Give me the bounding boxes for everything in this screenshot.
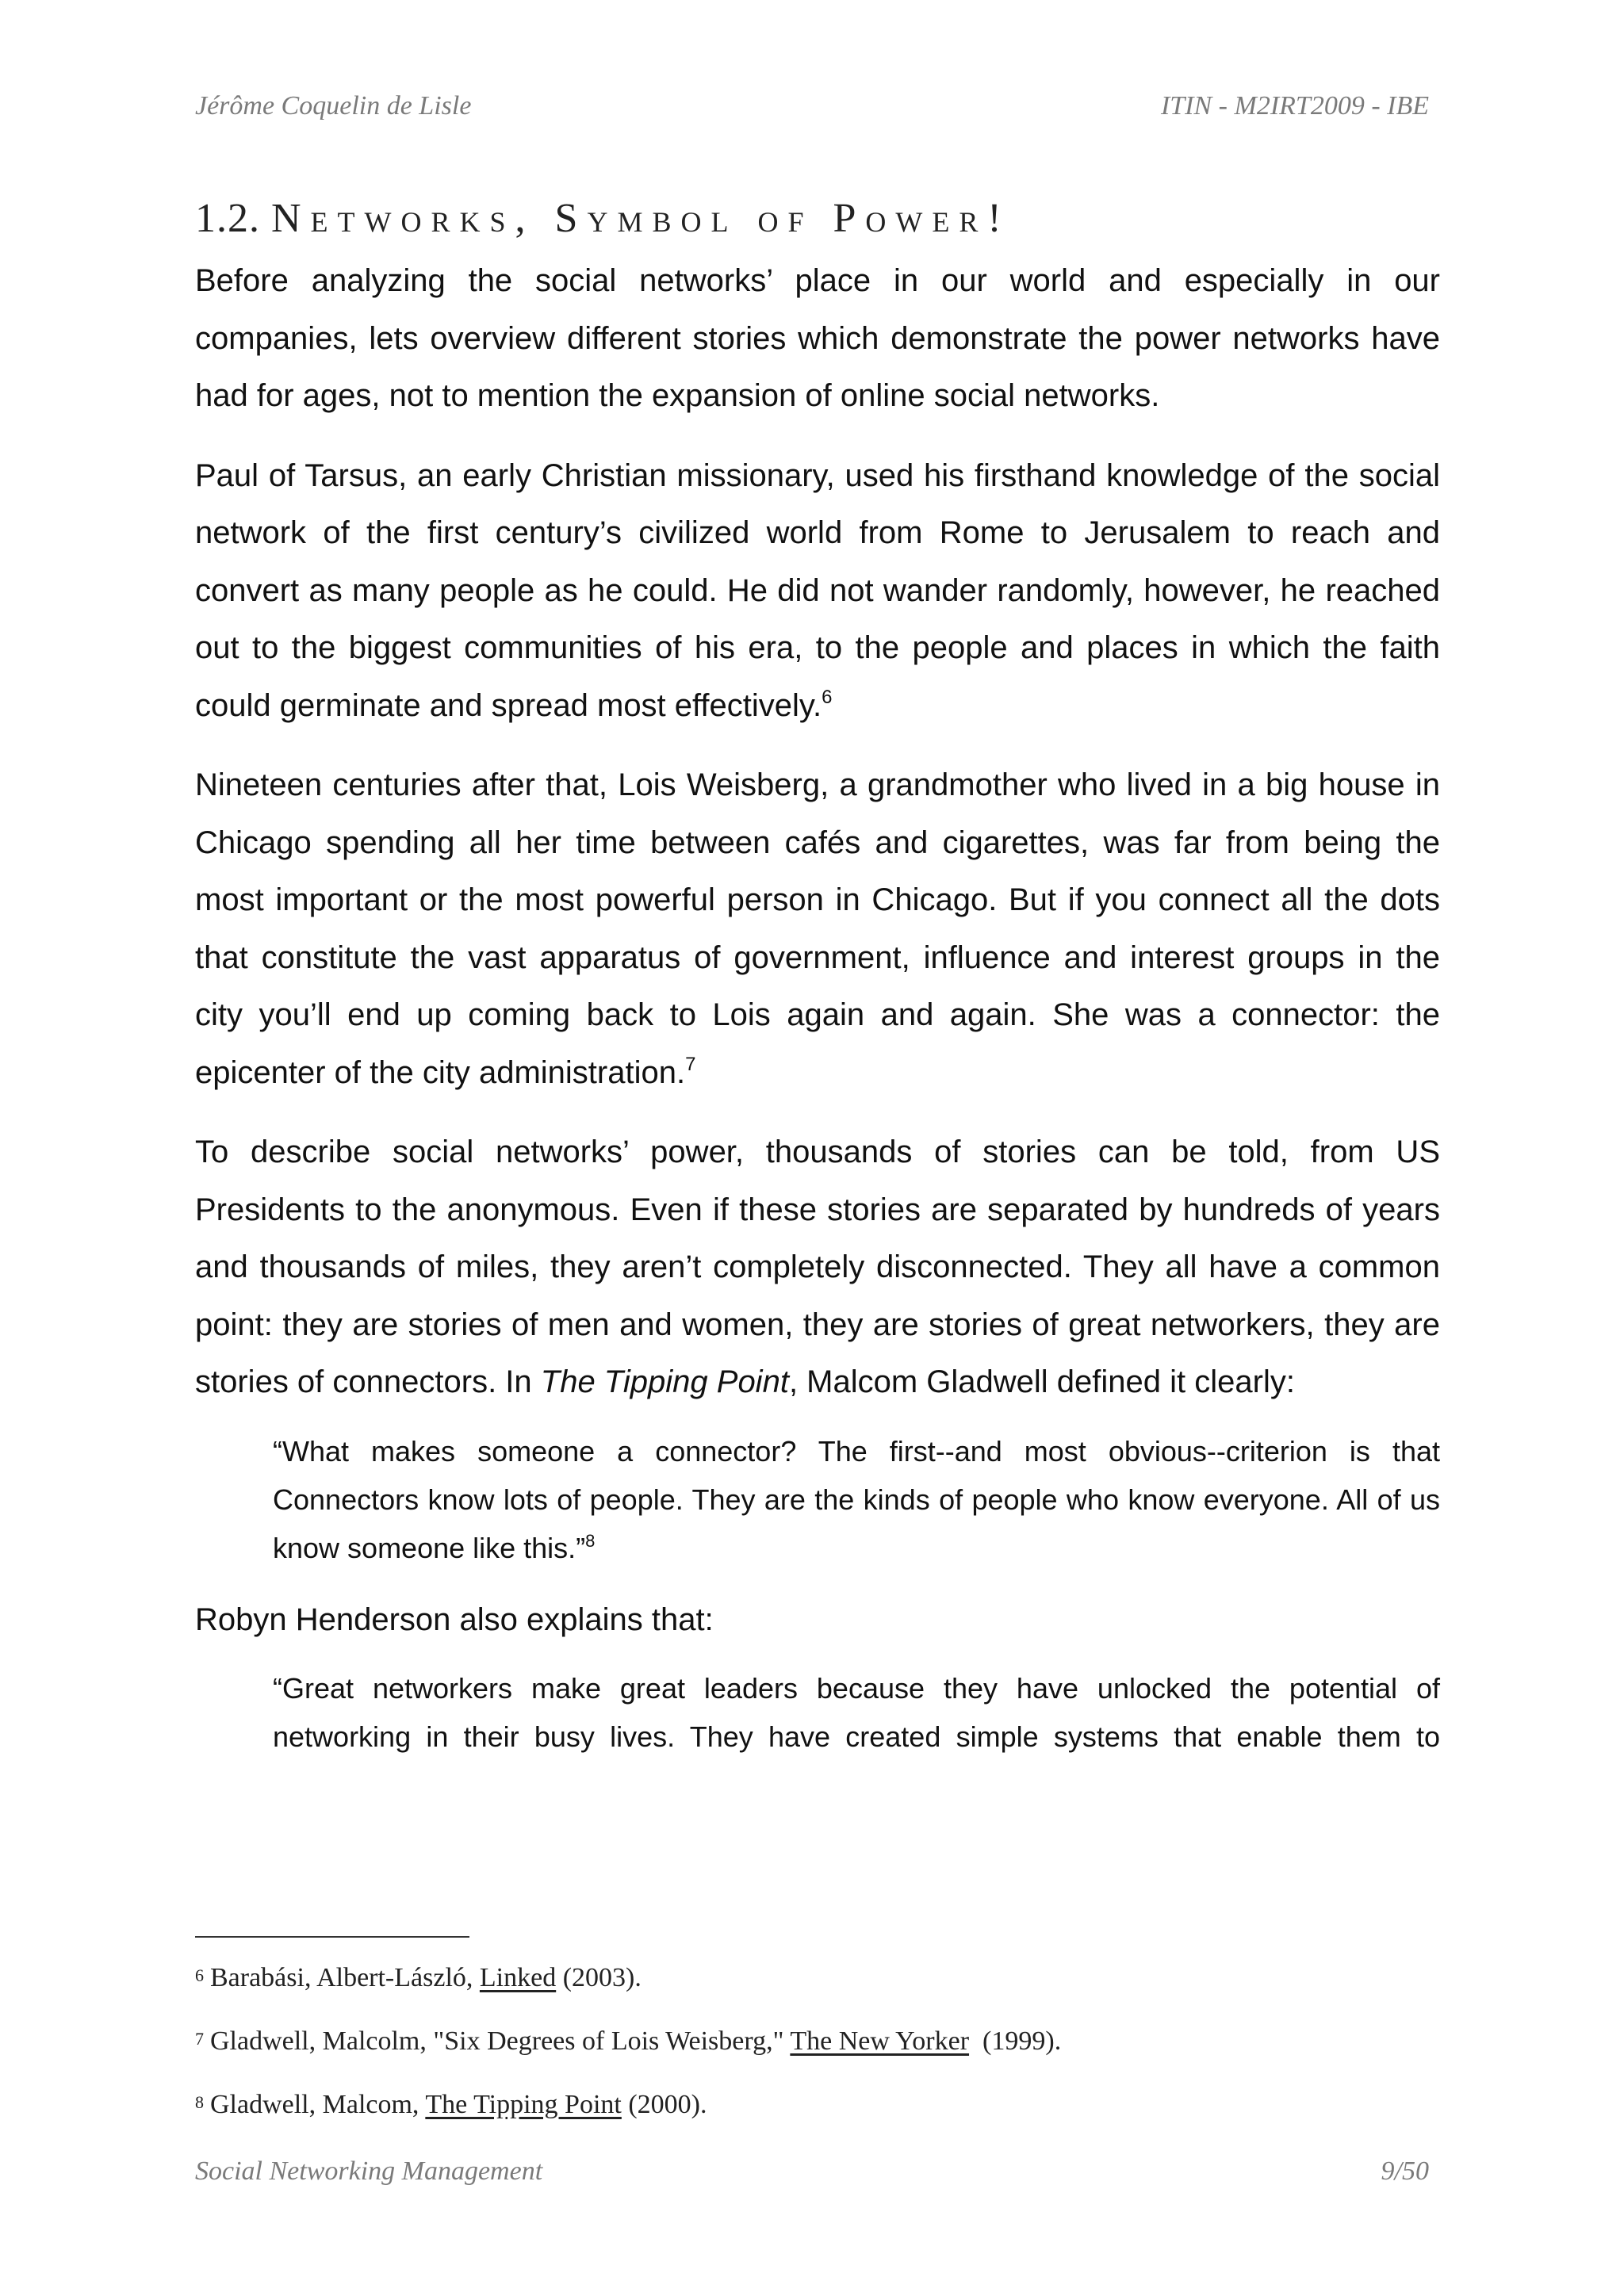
paragraph-text: To describe social networks’ power, thousands of stories can be told, from US Presidents to the anonymous. Even if these stories are separated by hundreds of years and thousands of miles, they aren’t completely disconnected. They all have a common point: they are stories of men and women, they are stories of great networkers, they are stories of connectors. In — [195, 1135, 1440, 1399]
header-author: Jérôme Coquelin de Lisle — [195, 91, 472, 121]
paragraph — [195, 756, 1440, 1101]
running-footer — [195, 2156, 1429, 2187]
footnote-divider — [195, 1936, 469, 1938]
footnote-number: 7 — [195, 2029, 204, 2049]
footnote-ref: 7 — [685, 1053, 696, 1075]
footnote-number: 8 — [195, 2092, 204, 2112]
footnote — [195, 2079, 1440, 2142]
book-title: The Tipping Point — [540, 1364, 789, 1399]
page-number: 9/50 — [1381, 2156, 1429, 2186]
footnote-text: Gladwell, Malcolm, "Six Degrees of Lois Weisberg," — [210, 2026, 791, 2056]
footnote-text: (1999). — [969, 2026, 1062, 2056]
block-quote — [273, 1664, 1440, 1761]
footnote-text: Barabási, Albert-László, — [210, 1963, 480, 1992]
paragraph — [195, 447, 1440, 735]
footnote-source-title: The Tipping Point — [425, 2090, 622, 2119]
footnote — [195, 1952, 1440, 2015]
section-title: Networks, Symbol of Power! — [271, 196, 1011, 241]
block-quote — [273, 1427, 1440, 1572]
footnote-source-title: Linked — [479, 1963, 557, 1992]
footnote-text: (2000). — [621, 2090, 707, 2119]
paragraph — [195, 1591, 1440, 1649]
paragraph-text: Before analyzing the social networks’ place in our world and especially in our companies, lets overview different stories which demonstrate the power networks have had for ages, not to mention the expansion of online social networks. — [195, 263, 1440, 413]
footnote-text: Gladwell, Malcom, — [210, 2090, 426, 2119]
paragraph — [195, 252, 1440, 425]
quote-text: “What makes someone a connector? The first--and most obvious--criterion is that Connectors know lots of people. They are the kinds of people who know everyone. All of us know someone like this.” — [273, 1434, 1440, 1564]
footnote-ref: 6 — [822, 686, 833, 708]
body-text — [195, 252, 1440, 1780]
section-number: 1.2. — [195, 196, 260, 241]
paragraph — [195, 1123, 1440, 1411]
paragraph-text: , Malcom Gladwell defined it clearly: — [788, 1364, 1295, 1399]
footer-title: Social Networking Management — [195, 2156, 543, 2186]
running-header — [195, 91, 1429, 121]
footnote — [195, 2015, 1440, 2079]
quote-text: “Great networkers make great leaders because they have unlocked the potential of networking in their busy lives. They have created simple systems that enable them to — [273, 1672, 1440, 1753]
paragraph-text: Robyn Henderson also explains that: — [195, 1601, 714, 1637]
footnote-number: 6 — [195, 1965, 204, 1985]
footnote-ref: 8 — [585, 1530, 596, 1551]
footnotes — [195, 1952, 1440, 2142]
paragraph-text: Nineteen centuries after that, Lois Weisberg, a grandmother who lived in a big house in Chicago spending all her time between cafés and cigarettes, was far from being the most important or the most powerful person in Chicago. But if you connect all the dots that constitute the vast apparatus of government, influence and interest groups in the city you’ll end up coming back to Lois again and again. She was a connector: the epicenter of the city administration. — [195, 767, 1440, 1090]
section-heading — [195, 195, 1011, 242]
footnote-source-title: The New Yorker — [790, 2026, 970, 2056]
header-course: ITIN - M2IRT2009 - IBE — [1160, 91, 1429, 121]
footnote-text: (2003). — [556, 1963, 642, 1992]
paragraph-text: Paul of Tarsus, an early Christian missionary, used his firsthand knowledge of the social network of the first century’s civilized world from Rome to Jerusalem to reach and convert as many people as he could. He did not wander randomly, however, he reached out to the biggest communities of his era, to the people and places in which the faith could germinate and spread most effectively. — [195, 457, 1440, 723]
